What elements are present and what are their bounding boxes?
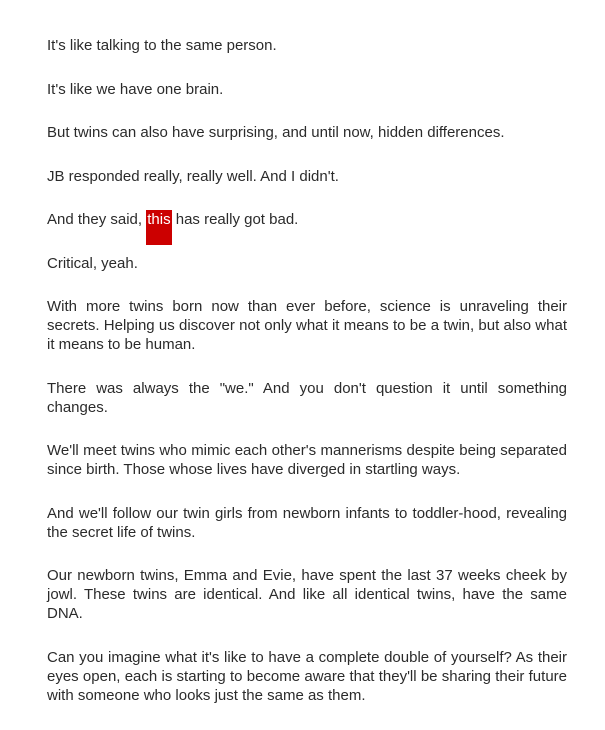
transcript-paragraph-1: It's like talking to the same person.: [47, 37, 277, 54]
transcript-paragraph-5: [47, 210, 567, 229]
transcript-paragraph-3: But twins can also have surprising, and until now, hidden differences.: [47, 124, 505, 141]
transcript-paragraph-10: And we'll follow our twin girls from newborn infants to toddler-hood, revealing the secret life of twins.: [47, 504, 567, 541]
transcript-paragraph-4: JB responded really, really well. And I didn't.: [47, 167, 339, 185]
transcript-paragraph-8: There was always the "we." And you don't question it until something changes.: [47, 379, 567, 416]
paragraph-5-text-after: has really got bad.: [171, 211, 299, 228]
highlighted-word[interactable]: this: [146, 210, 171, 245]
transcript-paragraph-6: Critical, yeah.: [47, 254, 138, 272]
transcript-document: [47, 36, 567, 729]
transcript-paragraph-12: Can you imagine what it's like to have a complete double of yourself? As their eyes open, each is starting to become aware that they'll be sharing their future with someone who looks just the same as them.: [47, 648, 567, 704]
transcript-paragraph-9: We'll meet twins who mimic each other's mannerisms despite being separated since birth. Those whose lives have diverged in startling ways.: [47, 442, 567, 478]
transcript-paragraph-2: It's like we have one brain.: [47, 80, 224, 98]
transcript-paragraph-11: Our newborn twins, Emma and Evie, have spent the last 37 weeks cheek by jowl. These twins are identical. And like all identical twins, have the same DNA.: [47, 567, 567, 622]
transcript-paragraph-7: With more twins born now than ever before, science is unraveling their secrets. Helping us discover not only what it means to be a twin, but also what it means to be human.: [47, 298, 567, 353]
paragraph-5-text-before: And they said,: [47, 211, 147, 228]
